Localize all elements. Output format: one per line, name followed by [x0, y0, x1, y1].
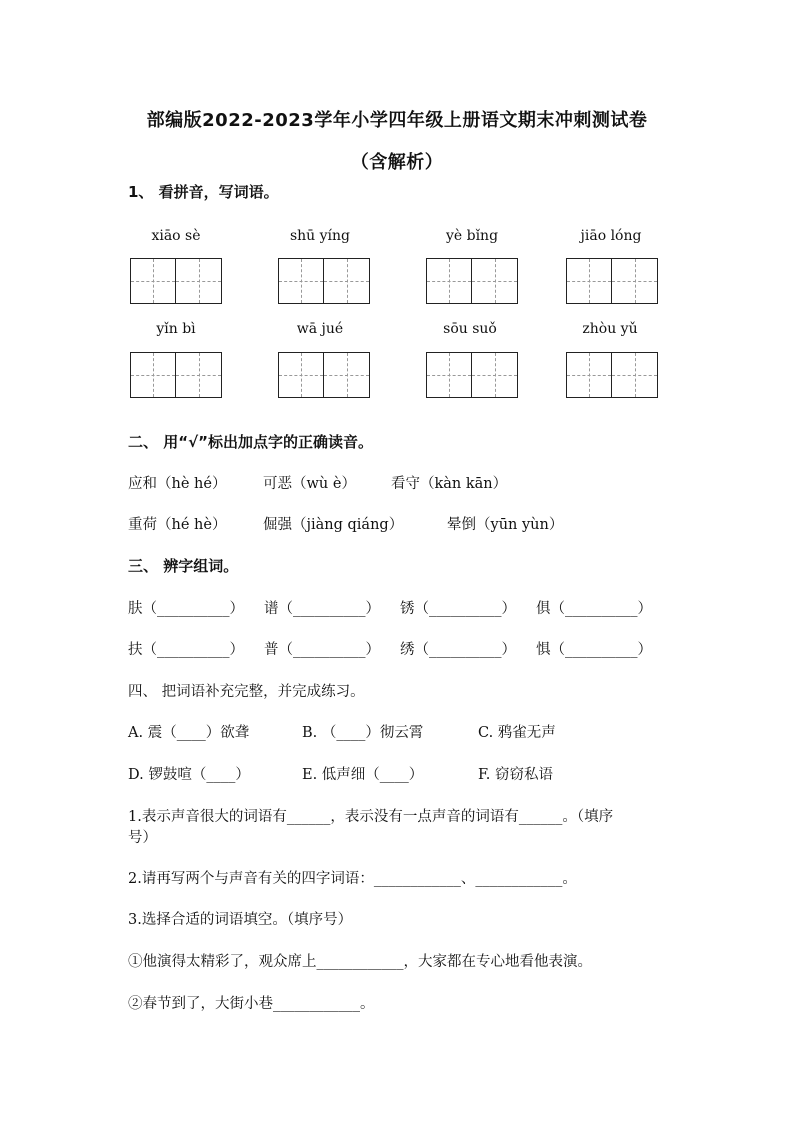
- writing-grid[interactable]: [278, 258, 370, 304]
- reading-item[interactable]: 倔强（jiàng qiáng）: [263, 517, 404, 533]
- grid-cell[interactable]: [130, 258, 176, 304]
- idiom-item: C. 鸦雀无声: [478, 725, 556, 741]
- idiom-item[interactable]: B. （____）彻云霄: [302, 725, 424, 741]
- page-title: 部编版2022-2023学年小学四年级上册语文期末冲刺测试卷: [146, 110, 648, 131]
- question-2[interactable]: 2.请再写两个与声音有关的四字词语：____________、____________。: [128, 871, 577, 887]
- question-3a[interactable]: ①他演得太精彩了，观众席上____________，大家都在专心地看他表演。: [128, 954, 592, 970]
- idiom-item[interactable]: E. 低声细（____）: [302, 767, 424, 783]
- grid-cell[interactable]: [130, 352, 176, 398]
- pinyin: zhòu yǔ: [582, 321, 638, 337]
- grid-cell[interactable]: [176, 258, 222, 304]
- writing-grid[interactable]: [566, 352, 658, 398]
- grid-cell[interactable]: [278, 258, 324, 304]
- grid-cell[interactable]: [176, 352, 222, 398]
- idiom-item[interactable]: A. 震（____）欲聋: [128, 725, 250, 741]
- pinyin: jiāo lóng: [580, 228, 642, 244]
- writing-grid[interactable]: [278, 352, 370, 398]
- grid-cell[interactable]: [324, 352, 370, 398]
- question-1-cont: 号）: [128, 830, 157, 846]
- reading-item[interactable]: 应和（hè hé）: [128, 476, 227, 492]
- grid-cell[interactable]: [426, 352, 472, 398]
- writing-grid[interactable]: [426, 258, 518, 304]
- pinyin: yǐn bì: [156, 321, 196, 337]
- word-blank[interactable]: 绣（__________）: [400, 642, 516, 658]
- question-3b[interactable]: ②春节到了，大街小巷____________。: [128, 996, 375, 1012]
- word-blank[interactable]: 锈（__________）: [400, 601, 516, 617]
- idiom-item[interactable]: D. 锣鼓喧（____）: [128, 767, 250, 783]
- word-blank[interactable]: 肤（__________）: [128, 601, 244, 617]
- question-1[interactable]: 1.表示声音很大的词语有______，表示没有一点声音的词语有______。（填序: [128, 809, 614, 825]
- reading-item[interactable]: 晕倒（yūn yùn）: [447, 517, 564, 533]
- reading-item[interactable]: 看守（kàn kān）: [391, 476, 508, 492]
- section3-heading: 三、 辨字组词。: [128, 557, 239, 575]
- question-3: 3.选择合适的词语填空。（填序号）: [128, 912, 353, 928]
- section1-heading: 1、 看拼音，写词语。: [128, 183, 279, 201]
- grid-cell[interactable]: [472, 258, 518, 304]
- grid-cell[interactable]: [612, 352, 658, 398]
- word-blank[interactable]: 普（__________）: [264, 642, 380, 658]
- grid-cell[interactable]: [426, 258, 472, 304]
- grid-cell[interactable]: [566, 352, 612, 398]
- grid-cell[interactable]: [612, 258, 658, 304]
- section4-heading: 四、 把词语补充完整，并完成练习。: [128, 684, 365, 700]
- pinyin: yè bǐng: [445, 228, 499, 244]
- reading-item[interactable]: 可恶（wù è）: [263, 476, 356, 492]
- writing-grid[interactable]: [566, 258, 658, 304]
- writing-grid[interactable]: [130, 258, 222, 304]
- word-blank[interactable]: 扶（__________）: [128, 642, 244, 658]
- page-subtitle: （含解析）: [350, 152, 444, 173]
- pinyin: xiāo sè: [151, 228, 201, 244]
- pinyin: shū yíng: [289, 228, 351, 244]
- word-blank[interactable]: 谱（__________）: [264, 601, 380, 617]
- grid-cell[interactable]: [472, 352, 518, 398]
- writing-grid[interactable]: [130, 352, 222, 398]
- grid-cell[interactable]: [278, 352, 324, 398]
- grid-cell[interactable]: [566, 258, 612, 304]
- pinyin: wā jué: [296, 321, 344, 337]
- writing-grid[interactable]: [426, 352, 518, 398]
- reading-item[interactable]: 重荷（hé hè）: [128, 517, 227, 533]
- word-blank[interactable]: 俱（__________）: [536, 601, 652, 617]
- word-blank[interactable]: 惧（__________）: [536, 642, 652, 658]
- grid-cell[interactable]: [324, 258, 370, 304]
- idiom-item: F. 窃窃私语: [478, 767, 554, 783]
- pinyin: sōu suǒ: [443, 321, 497, 337]
- section2-heading: 二、 用“√”标出加点字的正确读音。: [128, 433, 373, 451]
